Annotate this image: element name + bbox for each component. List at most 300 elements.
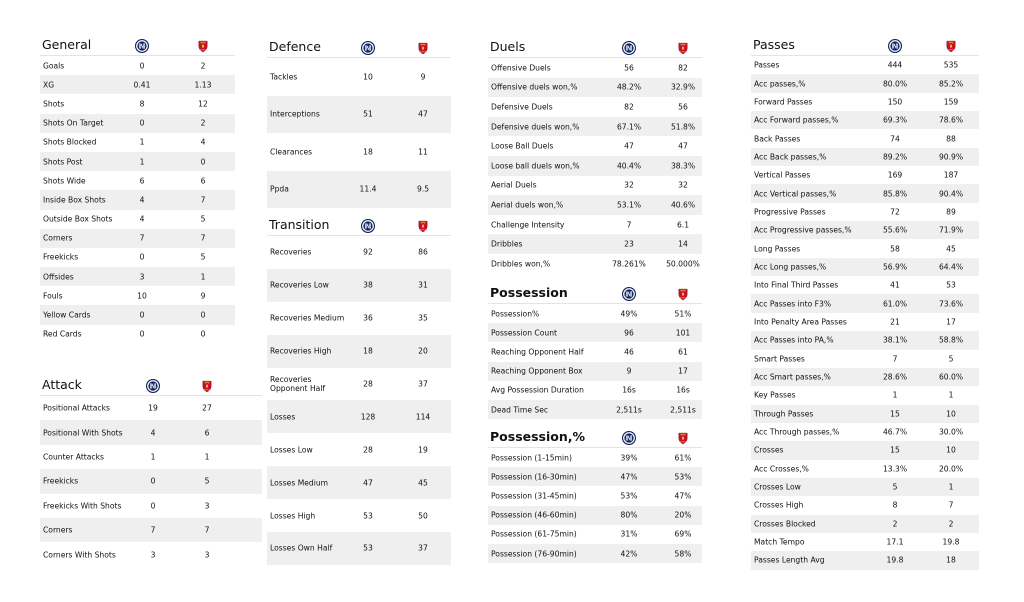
stat-row: [488, 97, 702, 117]
home-value: 18: [363, 147, 373, 157]
home-value: 38.1%: [882, 335, 908, 345]
stat-row: [488, 448, 702, 467]
stat-row: [751, 478, 979, 496]
away-value: 0: [200, 329, 206, 339]
stat-row: [488, 78, 702, 98]
home-value: 28: [363, 379, 373, 389]
stat-row: [40, 171, 235, 190]
stat-row: [267, 466, 451, 499]
home-value: 8: [892, 500, 898, 510]
stat-label: XG: [43, 80, 55, 90]
home-value: 80.0%: [882, 79, 908, 89]
stat-row: [40, 133, 235, 152]
home-value: 0: [150, 501, 156, 511]
stat-row: [751, 129, 979, 147]
home-value: 53.1%: [616, 200, 642, 210]
away-value: 7: [948, 500, 954, 510]
stat-label: Dribbles won,%: [491, 259, 551, 269]
section-header: [267, 213, 451, 236]
home-value: 51: [363, 109, 373, 119]
home-value: 150: [887, 97, 903, 107]
stat-label: Offsides: [43, 272, 74, 282]
away-value: 47: [418, 109, 428, 119]
stat-row: [751, 203, 979, 221]
stat-label: Recoveries Opponent Half: [270, 375, 326, 393]
home-value: 0: [139, 310, 145, 320]
home-value: 39%: [620, 453, 638, 463]
home-value: 41: [890, 280, 900, 290]
stat-row: [267, 236, 451, 269]
away-value: 159: [943, 97, 959, 107]
home-value: 15: [890, 409, 900, 419]
home-value: 38: [363, 280, 373, 290]
stat-row: [488, 400, 702, 419]
stat-row: [751, 166, 979, 184]
away-value: 187: [943, 170, 959, 180]
stat-row: [40, 190, 235, 209]
home-value: 0: [139, 118, 145, 128]
away-value: 9: [420, 72, 426, 82]
panel-duels: [488, 35, 702, 274]
stat-label: Aerial Duels: [491, 180, 537, 190]
stat-row: [40, 445, 262, 469]
home-value: 7: [139, 233, 145, 243]
stat-row: [488, 362, 702, 381]
home-value: 28: [363, 445, 373, 455]
home-value: 49%: [620, 309, 638, 319]
inter-crest-icon: [146, 378, 160, 392]
panel-general: [40, 33, 235, 344]
home-value: 8: [139, 99, 145, 109]
stat-label: Back Passes: [754, 134, 801, 144]
stat-label: Inside Box Shots: [43, 195, 106, 205]
stat-row: [751, 368, 979, 386]
stat-label: Dribbles: [491, 239, 523, 249]
stat-row: [488, 254, 702, 274]
stat-label: Tackles: [270, 72, 298, 82]
stat-row: [40, 114, 235, 133]
away-value: 9: [200, 291, 206, 301]
away-value: 47: [678, 141, 688, 151]
away-value: 69%: [674, 529, 692, 539]
stat-row: [267, 58, 451, 96]
stat-row: [751, 350, 979, 368]
stat-label: Loose ball duels won,%: [491, 161, 580, 171]
liverpool-crest-icon: [416, 218, 430, 232]
away-value: 9.5: [416, 184, 430, 194]
home-value: 53%: [620, 491, 638, 501]
stat-label: Crosses Low: [754, 482, 801, 492]
stat-row: [751, 441, 979, 459]
inter-crest-icon: [622, 286, 636, 300]
away-value: 51%: [674, 309, 692, 319]
away-value: 20: [418, 346, 428, 356]
stat-label: Crosses: [754, 445, 784, 455]
stat-label: Ppda: [270, 184, 289, 194]
stat-row: [267, 133, 451, 171]
away-value: 18: [946, 555, 956, 565]
stat-label: Acc Smart passes,%: [754, 372, 831, 382]
away-value: 20%: [674, 510, 692, 520]
away-value: 27: [202, 403, 212, 413]
stat-label: Possession%: [491, 309, 540, 319]
home-value: 19: [148, 403, 158, 413]
home-value: 55.6%: [882, 225, 908, 235]
panel-defence: [267, 35, 451, 208]
stat-row: [488, 176, 702, 196]
section-title: Possession,%: [490, 429, 586, 444]
home-value: 7: [626, 220, 632, 230]
stat-row: [40, 210, 235, 229]
away-value: 6.1: [676, 220, 690, 230]
home-value: 15: [890, 445, 900, 455]
stat-row: [40, 542, 262, 566]
stat-label: Possession (46-60min): [491, 510, 577, 520]
stat-row: [267, 400, 451, 433]
stat-label: Positional Attacks: [43, 403, 110, 413]
away-value: 6: [200, 176, 206, 186]
inter-crest-icon: [135, 38, 149, 52]
stat-row: [488, 156, 702, 176]
stat-row: [751, 294, 979, 312]
stat-row: [267, 368, 451, 401]
away-value: 19: [418, 445, 428, 455]
home-value: 4: [139, 195, 145, 205]
away-value: 61%: [674, 453, 692, 463]
stat-row: [751, 331, 979, 349]
stat-row: [267, 335, 451, 368]
home-value: 46: [624, 347, 634, 357]
home-value: 82: [624, 102, 634, 112]
away-value: 58.8%: [938, 335, 964, 345]
stat-label: Fouls: [43, 291, 63, 301]
stat-row: [488, 525, 702, 544]
stat-label: Offensive duels won,%: [491, 82, 578, 92]
stat-label: Positional With Shots: [43, 428, 123, 438]
stat-row: [488, 381, 702, 400]
home-value: 1: [139, 157, 145, 167]
stat-label: Long Passes: [754, 244, 801, 254]
inter-crest-icon: [622, 430, 636, 444]
stat-label: Into Penalty Area Passes: [754, 317, 847, 327]
away-value: 89: [946, 207, 956, 217]
away-value: 1: [204, 452, 210, 462]
home-value: 3: [139, 272, 145, 282]
stat-label: Corners: [43, 233, 73, 243]
stat-label: Shots Wide: [43, 176, 86, 186]
stat-row: [40, 75, 235, 94]
home-value: 7: [150, 525, 156, 535]
away-value: 37: [418, 543, 428, 553]
stat-label: Recoveries: [270, 247, 312, 257]
home-value: 4: [139, 214, 145, 224]
section-header: [488, 35, 702, 58]
liverpool-crest-icon: [416, 40, 430, 54]
away-value: 14: [678, 239, 688, 249]
stat-row: [267, 269, 451, 302]
away-value: 3: [204, 501, 210, 511]
stat-label: Acc Forward passes,%: [754, 115, 839, 125]
away-value: 5: [200, 252, 206, 262]
stat-row: [488, 467, 702, 486]
home-value: 21: [890, 317, 900, 327]
stat-label: Acc Back passes,%: [754, 152, 827, 162]
home-value: 92: [363, 247, 373, 257]
home-value: 96: [624, 328, 634, 338]
stat-label: Clearances: [270, 147, 313, 157]
stat-label: Reaching Opponent Half: [491, 347, 584, 357]
home-value: 4: [150, 428, 156, 438]
stat-row: [40, 325, 235, 344]
stat-row: [40, 305, 235, 324]
section-header: [488, 425, 702, 448]
stat-label: Possession (76-90min): [491, 549, 577, 559]
away-value: 6: [204, 428, 210, 438]
inter-crest-icon: [361, 218, 375, 232]
away-value: 32.9%: [670, 82, 696, 92]
away-value: 16s: [676, 385, 690, 395]
home-value: 1: [139, 137, 145, 147]
away-value: 5: [200, 214, 206, 224]
stat-row: [751, 184, 979, 202]
section-title: Attack: [42, 377, 82, 392]
liverpool-crest-icon: [676, 286, 690, 300]
stat-row: [267, 433, 451, 466]
stat-row: [488, 195, 702, 215]
stat-label: Defensive Duels: [491, 102, 553, 112]
stat-row: [488, 323, 702, 342]
stat-row: [40, 229, 235, 248]
stat-label: Defensive duels won,%: [491, 122, 580, 132]
stat-label: Losses Medium: [270, 478, 329, 488]
home-value: 89.2%: [882, 152, 908, 162]
home-value: 42%: [620, 549, 638, 559]
stat-label: Reaching Opponent Box: [491, 366, 583, 376]
away-value: 31: [418, 280, 428, 290]
away-value: 30.0%: [938, 427, 964, 437]
stat-row: [488, 58, 702, 78]
stat-label: Acc Through passes,%: [754, 427, 840, 437]
home-value: 72: [890, 207, 900, 217]
home-value: 67.1%: [616, 122, 642, 132]
stat-label: Shots: [43, 99, 65, 109]
home-value: 74: [890, 134, 900, 144]
stat-label: Offensive Duels: [491, 63, 551, 73]
stat-row: [751, 93, 979, 111]
away-value: 3: [204, 550, 210, 560]
home-value: 444: [887, 60, 903, 70]
stat-label: Shots On Target: [43, 118, 104, 128]
stat-label: Outside Box Shots: [43, 214, 113, 224]
stat-row: [751, 56, 979, 74]
section-title: Transition: [269, 217, 330, 232]
stat-row: [267, 171, 451, 209]
stat-row: [751, 405, 979, 423]
panel-possession: [488, 281, 702, 419]
section-title: General: [42, 37, 92, 52]
home-value: 47: [363, 478, 373, 488]
stat-label: Acc Long passes,%: [754, 262, 827, 272]
away-value: 58%: [674, 549, 692, 559]
away-value: 1: [948, 482, 954, 492]
stat-row: [40, 152, 235, 171]
away-value: 53: [946, 280, 956, 290]
stat-label: Acc Vertical passes,%: [754, 189, 837, 199]
stat-row: [267, 499, 451, 532]
stat-row: [40, 286, 235, 305]
inter-crest-icon: [361, 40, 375, 54]
stat-row: [751, 551, 979, 569]
home-value: 7: [892, 354, 898, 364]
home-value: 31%: [620, 529, 638, 539]
section-header: [40, 33, 235, 56]
stat-label: Recoveries Low: [270, 280, 329, 290]
stat-row: [751, 221, 979, 239]
away-value: 2,511s: [670, 405, 696, 415]
away-value: 535: [943, 60, 959, 70]
home-value: 36: [363, 313, 373, 323]
away-value: 61: [678, 347, 688, 357]
section-header: [40, 373, 262, 396]
stat-row: [488, 506, 702, 525]
away-value: 0: [200, 310, 206, 320]
away-value: 20.0%: [938, 464, 964, 474]
stat-label: Red Cards: [43, 329, 82, 339]
stat-row: [40, 518, 262, 542]
liverpool-crest-icon: [944, 38, 958, 52]
stat-row: [751, 496, 979, 514]
stat-label: Counter Attacks: [43, 452, 104, 462]
stat-row: [751, 460, 979, 478]
home-value: 16s: [622, 385, 636, 395]
stat-label: Aerial duels won,%: [491, 200, 564, 210]
home-value: 47: [624, 141, 634, 151]
away-value: 7: [200, 195, 206, 205]
stat-row: [751, 239, 979, 257]
home-value: 69.3%: [882, 115, 908, 125]
stat-label: Challenge Intensity: [491, 220, 565, 230]
stat-row: [488, 486, 702, 505]
home-value: 58: [890, 244, 900, 254]
inter-crest-icon: [888, 38, 902, 52]
away-value: 85.2%: [938, 79, 964, 89]
stat-label: Yellow Cards: [43, 310, 91, 320]
home-value: 10: [363, 72, 373, 82]
home-value: 2: [892, 519, 898, 529]
stat-row: [488, 136, 702, 156]
home-value: 3: [150, 550, 156, 560]
stat-label: Losses High: [270, 511, 316, 521]
away-value: 71.9%: [938, 225, 964, 235]
away-value: 35: [418, 313, 428, 323]
stat-row: [488, 234, 702, 254]
away-value: 56: [678, 102, 688, 112]
away-value: 86: [418, 247, 428, 257]
stat-row: [488, 342, 702, 361]
stat-label: Possession (31-45min): [491, 491, 577, 501]
away-value: 60.0%: [938, 372, 964, 382]
section-header: [751, 33, 979, 56]
liverpool-crest-icon: [196, 38, 210, 52]
away-value: 90.4%: [938, 189, 964, 199]
away-value: 40.6%: [670, 200, 696, 210]
stat-label: Vertical Passes: [754, 170, 811, 180]
away-value: 11: [418, 147, 428, 157]
home-value: 13.3%: [882, 464, 908, 474]
away-value: 1: [948, 390, 954, 400]
section-title: Defence: [269, 39, 321, 54]
home-value: 78.261%: [612, 259, 646, 269]
home-value: 61.0%: [882, 299, 908, 309]
stat-label: Smart Passes: [754, 354, 805, 364]
away-value: 114: [415, 412, 431, 422]
stat-label: Possession (61-75min): [491, 529, 577, 539]
stat-row: [40, 396, 262, 420]
home-value: 2,511s: [616, 405, 642, 415]
stat-row: [488, 117, 702, 137]
home-value: 10: [137, 291, 147, 301]
away-value: 101: [675, 328, 691, 338]
stat-label: Freekicks: [43, 476, 79, 486]
away-value: 45: [418, 478, 428, 488]
away-value: 45: [946, 244, 956, 254]
stat-label: Corners: [43, 525, 73, 535]
away-value: 10: [946, 445, 956, 455]
stat-label: Goals: [43, 61, 65, 71]
liverpool-crest-icon: [200, 378, 214, 392]
home-value: 0.41: [133, 80, 151, 90]
stat-row: [40, 494, 262, 518]
liverpool-crest-icon: [676, 430, 690, 444]
stat-row: [751, 313, 979, 331]
stat-row: [267, 96, 451, 134]
stat-row: [40, 267, 235, 286]
stat-row: [40, 469, 262, 493]
stat-row: [488, 544, 702, 563]
home-value: 46.7%: [882, 427, 908, 437]
away-value: 17: [946, 317, 956, 327]
away-value: 1: [200, 272, 206, 282]
home-value: 18: [363, 346, 373, 356]
away-value: 88: [946, 134, 956, 144]
section-header: [488, 281, 702, 304]
home-value: 53: [363, 511, 373, 521]
away-value: 38.3%: [670, 161, 696, 171]
stat-label: Possession (16-30min): [491, 472, 577, 482]
stat-row: [751, 276, 979, 294]
stat-label: Acc Crosses,%: [754, 464, 809, 474]
stat-label: Passes Length Avg: [754, 555, 825, 565]
away-value: 10: [946, 409, 956, 419]
away-value: 50.000%: [666, 259, 700, 269]
away-value: 1.13: [194, 80, 212, 90]
stat-label: Crosses Blocked: [754, 519, 816, 529]
stat-label: Recoveries Medium: [270, 313, 345, 323]
stat-row: [488, 304, 702, 323]
section-title: Possession: [490, 285, 568, 300]
stat-row: [267, 532, 451, 565]
away-value: 12: [198, 99, 208, 109]
home-value: 19.8: [886, 555, 904, 565]
stat-row: [40, 56, 235, 75]
away-value: 51.8%: [670, 122, 696, 132]
home-value: 1: [150, 452, 156, 462]
stat-row: [267, 302, 451, 335]
stat-label: Avg Possession Duration: [491, 385, 584, 395]
home-value: 85.8%: [882, 189, 908, 199]
home-value: 56.9%: [882, 262, 908, 272]
stat-label: Acc Progressive passes,%: [754, 225, 852, 235]
